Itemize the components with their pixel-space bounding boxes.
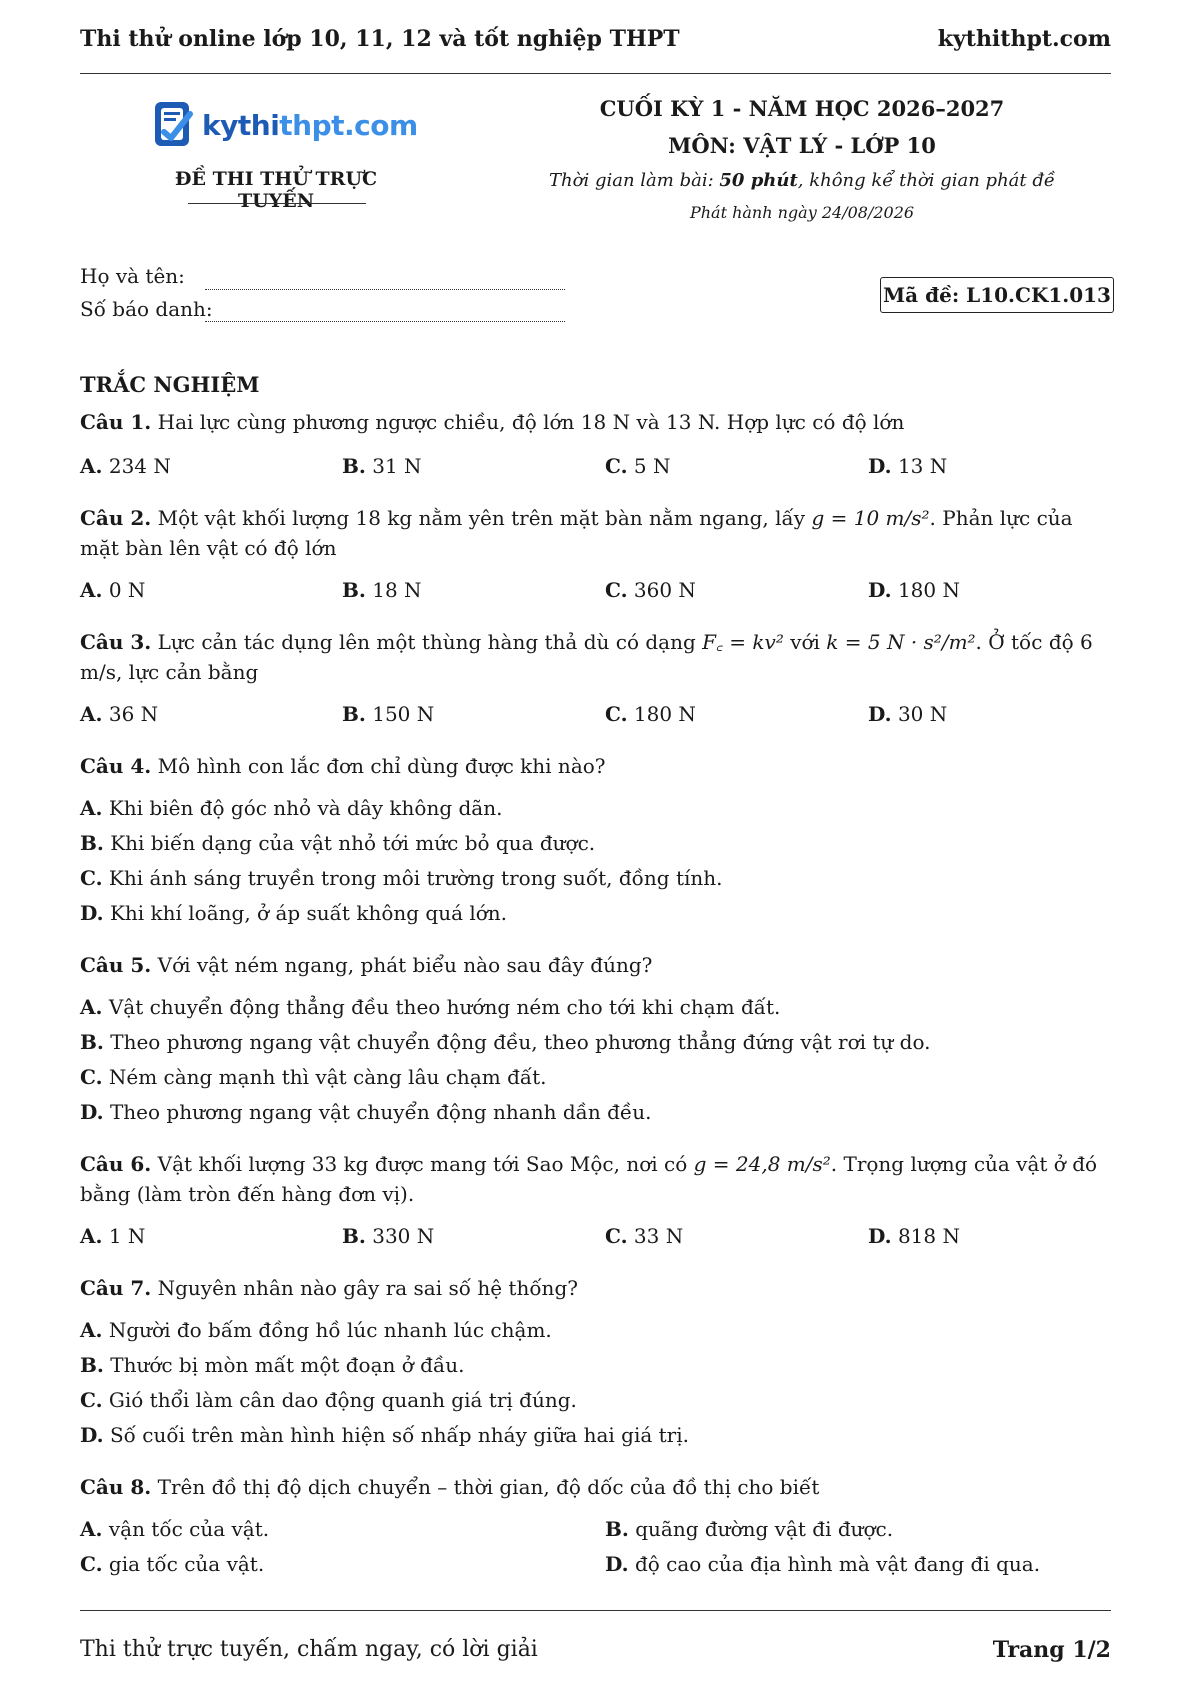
- formula: g = 24,8 m/s²: [693, 1152, 831, 1176]
- option-2d[interactable]: D. 180 N: [868, 578, 960, 602]
- student-id-field[interactable]: [205, 321, 565, 322]
- option-2a[interactable]: A. 0 N: [80, 578, 146, 602]
- question-number: Câu 7.: [80, 1276, 152, 1300]
- option-3b[interactable]: B. 150 N: [342, 702, 435, 726]
- footer-rule: [80, 1610, 1111, 1611]
- option-7a[interactable]: A. Người đo bấm đồng hồ lúc nhanh lúc chậm.: [80, 1318, 552, 1342]
- name-field[interactable]: [205, 289, 565, 290]
- formula: k = 5 N · s²/m²: [826, 630, 976, 654]
- option-6c[interactable]: C. 33 N: [605, 1224, 684, 1248]
- kythithpt-logo-icon: [152, 100, 198, 150]
- option-4d[interactable]: D. Khi khí loãng, ở áp suất không quá lớn.: [80, 901, 508, 925]
- time-value: 50 phút: [719, 170, 798, 191]
- subject-title: MÔN: VẬT LÝ - LỚP 10: [668, 133, 936, 158]
- exam-code-box: Mã đề: L10.CK1.013: [880, 277, 1114, 313]
- option-3d[interactable]: D. 30 N: [868, 702, 948, 726]
- option-2b[interactable]: B. 18 N: [342, 578, 422, 602]
- question-number: Câu 8.: [80, 1475, 152, 1499]
- time-prefix: Thời gian làm bài:: [549, 170, 720, 191]
- question-7: Câu 7. Nguyên nhân nào gây ra sai số hệ thống?: [80, 1276, 578, 1300]
- question-number: Câu 5.: [80, 953, 152, 977]
- option-7b[interactable]: B. Thước bị mòn mất một đoạn ở đầu.: [80, 1353, 465, 1377]
- option-8b[interactable]: B. quãng đường vật đi được.: [605, 1517, 894, 1541]
- question-number: Câu 4.: [80, 754, 152, 778]
- question-number: Câu 3.: [80, 630, 152, 654]
- logo-text: [202, 109, 418, 142]
- option-1d[interactable]: D. 13 N: [868, 454, 948, 478]
- question-6: Câu 6. Vật khối lượng 33 kg được mang tới Sao Mộc, nơi có g = 24,8 m/s². Trọng lượng của vật ở đó bằng (làm tròn đến hàng đơn vị).: [80, 1152, 1098, 1206]
- option-2c[interactable]: C. 360 N: [605, 578, 696, 602]
- option-5a[interactable]: A. Vật chuyển động thẳng đều theo hướng ném cho tới khi chạm đất.: [80, 995, 781, 1019]
- option-1c[interactable]: C. 5 N: [605, 454, 671, 478]
- page-number: Trang 1/2: [992, 1637, 1111, 1663]
- footer-text: Thi thử trực tuyến, chấm ngay, có lời giải: [80, 1637, 538, 1662]
- option-4a[interactable]: A. Khi biên độ góc nhỏ và dây không dãn.: [80, 796, 503, 820]
- option-1a[interactable]: A. 234 N: [80, 454, 171, 478]
- time-suffix: , không kể thời gian phát đề: [797, 170, 1055, 191]
- option-8c[interactable]: C. gia tốc của vật.: [80, 1552, 265, 1576]
- question-4: Câu 4. Mô hình con lắc đơn chỉ dùng được khi nào?: [80, 754, 606, 778]
- option-7d[interactable]: D. Số cuối trên màn hình hiện số nhấp nháy giữa hai giá trị.: [80, 1423, 689, 1447]
- option-7c[interactable]: C. Gió thổi làm cân dao động quanh giá trị đúng.: [80, 1388, 577, 1412]
- question-text: Hai lực cùng phương ngược chiều, độ lớn 18 N và 13 N. Hợp lực có độ lớn: [151, 410, 905, 434]
- option-4b[interactable]: B. Khi biến dạng của vật nhỏ tới mức bỏ qua được.: [80, 831, 596, 855]
- running-header-site[interactable]: kythithpt.com: [937, 26, 1111, 52]
- option-6d[interactable]: D. 818 N: [868, 1224, 960, 1248]
- question-5: Câu 5. Với vật ném ngang, phát biểu nào sau đây đúng?: [80, 953, 653, 977]
- question-number: Câu 1.: [80, 410, 152, 434]
- release-date: Phát hành ngày 24/08/2026: [689, 203, 915, 222]
- question-3: Câu 3. Lực cản tác dụng lên một thùng hàng thả dù có dạng F꜀ = kv² với k = 5 N · s²/m². Ở tốc độ 6 m/s, lực cản bằng: [80, 630, 1093, 684]
- question-number: Câu 2.: [80, 506, 152, 530]
- option-5c[interactable]: C. Ném càng mạnh thì vật càng lâu chạm đất.: [80, 1065, 547, 1089]
- running-header: [80, 24, 1111, 54]
- question-8: Câu 8. Trên đồ thị độ dịch chuyển – thời gian, độ dốc của đồ thị cho biết: [80, 1475, 820, 1499]
- option-6a[interactable]: A. 1 N: [80, 1224, 146, 1248]
- option-1b[interactable]: B. 31 N: [342, 454, 422, 478]
- exam-title: CUỐI KỲ 1 - NĂM HỌC 2026–2027: [599, 96, 1005, 121]
- student-id-label: Số báo danh:: [80, 297, 213, 321]
- option-4c[interactable]: C. Khi ánh sáng truyền trong môi trường trong suốt, đồng tính.: [80, 866, 723, 890]
- site-logo: [152, 100, 418, 150]
- logo-text-part1: kythi: [202, 108, 280, 142]
- page-footer: [80, 1637, 1111, 1663]
- section-title: TRẮC NGHIỆM: [80, 372, 260, 397]
- question-2: Câu 2. Một vật khối lượng 18 kg nằm yên trên mặt bàn nằm ngang, lấy g = 10 m/s². Phản lực của mặt bàn lên vật có độ lớn: [80, 506, 1073, 560]
- option-6b[interactable]: B. 330 N: [342, 1224, 435, 1248]
- option-3a[interactable]: A. 36 N: [80, 702, 159, 726]
- left-title-rule: [188, 203, 366, 204]
- option-5b[interactable]: B. Theo phương ngang vật chuyển động đều, theo phương thẳng đứng vật rơi tự do.: [80, 1030, 931, 1054]
- formula: g = 10 m/s²: [811, 506, 930, 530]
- question-1: [80, 407, 1111, 437]
- left-title: ĐỀ THI THỬ TRỰC TUYẾN: [174, 168, 378, 212]
- name-label: Họ và tên:: [80, 264, 185, 288]
- header-rule: [80, 73, 1111, 74]
- option-8a[interactable]: A. vận tốc của vật.: [80, 1517, 270, 1541]
- question-number: Câu 6.: [80, 1152, 152, 1176]
- option-3c[interactable]: C. 180 N: [605, 702, 696, 726]
- option-5d[interactable]: D. Theo phương ngang vật chuyển động nhanh dần đều.: [80, 1100, 652, 1124]
- time-limit: [520, 170, 1084, 191]
- formula: F꜀ = kv²: [702, 630, 784, 654]
- running-header-left: Thi thử online lớp 10, 11, 12 và tốt nghiệp THPT: [80, 26, 680, 52]
- option-8d[interactable]: D. độ cao của địa hình mà vật đang đi qua.: [605, 1552, 1041, 1576]
- logo-text-part2: thpt.com: [279, 108, 418, 142]
